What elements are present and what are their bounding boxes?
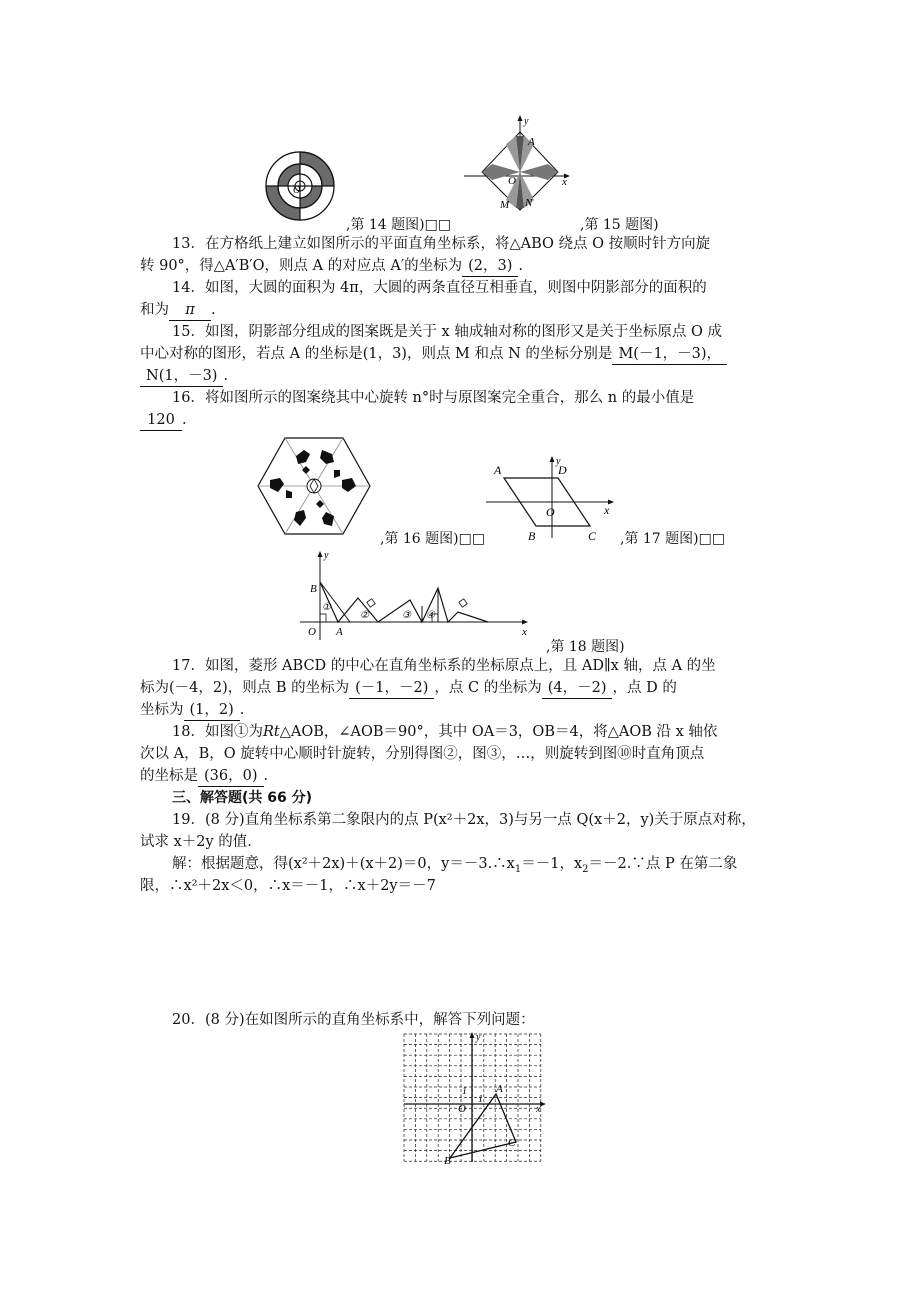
q15-line1: 15．如图，阴影部分组成的图案既是关于 x 轴成轴对称的图形又是关于坐标原点 O 成 — [172, 324, 722, 340]
fig18-circled-3: ③ — [402, 610, 411, 621]
q18-line2: 次以 A，B，O 旋转中心顺时针旋转，分别得图②，图③，…，则旋转到图⑩时直角顶点 — [140, 746, 705, 762]
fig14-label-o: O — [293, 185, 301, 196]
fig18-label-y: y — [324, 550, 329, 561]
q19-line2: 试求 x＋2y 的值． — [140, 834, 262, 850]
fig20-label-a: A — [496, 1083, 503, 1095]
q17-text-b: ，点 C 的坐标为 — [434, 680, 542, 696]
fig17-label-y: y — [556, 456, 561, 467]
fig18-circled-1: ① — [322, 602, 331, 613]
q17-text-c: ，点 D 的 — [612, 680, 677, 696]
q15-end: . — [223, 368, 229, 384]
fig14-caption: ,第 14 题图)□□ — [346, 217, 452, 233]
q17-answer-d: (1，2) — [184, 700, 240, 721]
q13-text: 转 90°，得△A′B′O，则点 A 的对应点 A′的坐标为 — [140, 258, 463, 274]
fig20-label-o: O — [458, 1103, 466, 1115]
fig16-center — [307, 479, 321, 493]
fig18-circled-2: ② — [360, 610, 369, 621]
fig18-label-a: A — [336, 626, 343, 638]
q15-answer-m: M(－1，－3)， — [612, 344, 727, 365]
fig15-label-o: O — [508, 175, 516, 187]
q20-line1: 20．(8 分)在如图所示的直角坐标系中，解答下列问题： — [172, 1012, 535, 1028]
q16-line2 — [140, 410, 187, 431]
q15-line3 — [140, 366, 228, 387]
fig15-label-y: y — [524, 116, 529, 127]
q15-line2 — [140, 344, 727, 365]
fig17-label-o: O — [546, 505, 555, 519]
q18-answer: (36，0) — [198, 766, 264, 787]
figure-17 — [486, 454, 616, 542]
q14-line1: 14．如图，大圆的面积为 4π，大圆的两条直径互相垂直，则图中阴影部分的面积的 — [172, 280, 707, 296]
q17-line3 — [140, 700, 244, 721]
fig15-tri-left — [482, 164, 520, 172]
q17-end: . — [239, 702, 245, 718]
q18-line1 — [172, 722, 717, 742]
q13-line2 — [140, 256, 523, 277]
fig20-label-b: B — [444, 1155, 451, 1166]
q16-answer: 120 — [140, 410, 182, 431]
q13-answer: (2，3) — [462, 256, 518, 277]
q13-line1: 13．在方格纸上建立如图所示的平面直角坐标系，将△ABO 绕点 O 按顺时针方向旋 — [172, 236, 711, 252]
figure-20 — [400, 1030, 550, 1166]
q18-text-a: 18．如图①为 — [172, 724, 263, 740]
q18-text-b: △AOB，∠AOB＝90°，其中 OA＝3，OB＝4，将△AOB 沿 x 轴依 — [279, 724, 718, 740]
q14-end: . — [211, 302, 216, 318]
fig20-label-x: x — [536, 1104, 541, 1115]
fig20-label-one-a: 1 — [462, 1086, 467, 1097]
fig18-label-b: B — [310, 583, 317, 595]
q15-text: 中心对称的图形，若点 A 的坐标是(1，3)，则点 M 和点 N 的坐标分别是 — [140, 346, 613, 362]
fig17-label-c: C — [588, 529, 597, 542]
q17-line2 — [140, 678, 677, 699]
figure-16 — [256, 436, 372, 540]
fig17-label-a: A — [494, 463, 502, 477]
q14-text: 和为 — [140, 302, 169, 318]
fig17-label-b: B — [528, 529, 536, 542]
fig18-caption: ,第 18 题图) — [546, 639, 625, 655]
q17-text-a: 标为(－4，2)，则点 B 的坐标为 — [140, 680, 350, 696]
fig15-label-x: x — [562, 176, 567, 188]
fig20-label-y: y — [476, 1032, 481, 1043]
figure-15 — [462, 112, 574, 212]
fig20-label-one-b: 1 — [478, 1094, 483, 1105]
q15-answer-n: N(1，－3) — [140, 366, 223, 387]
q13-end: . — [518, 258, 523, 274]
q16-end: . — [182, 412, 187, 428]
q17-text-d: 坐标为 — [140, 702, 184, 718]
q19-sub-2: 2 — [582, 863, 589, 875]
q14-line2 — [140, 300, 216, 321]
fig16-caption: ,第 16 题图)□□ — [380, 531, 486, 547]
fig20-label-c: C — [508, 1137, 516, 1149]
fig18-label-x: x — [522, 626, 527, 638]
q17-answer-c: (4，－2) — [542, 678, 613, 699]
q18-text-c: 的坐标是 — [140, 768, 198, 784]
fig15-label-n: N — [525, 197, 533, 209]
q18-line3 — [140, 766, 268, 787]
fig15-caption: ,第 15 题图) — [580, 217, 659, 233]
q19-line4: 限，∴x²＋2x＜0，∴x＝－1，∴x＋2y＝－7 — [140, 878, 436, 894]
fig18-circled-4: ④ — [426, 610, 435, 621]
q14-answer: π — [169, 300, 211, 321]
q17-answer-b: (－1，－2) — [349, 678, 434, 699]
q19-solution-a: 解：根据题意，得(x²＋2x)＋(x＋2)＝0，y＝－3.∴x — [172, 856, 515, 872]
figure-18 — [298, 548, 534, 642]
q18-end: . — [263, 768, 269, 784]
q17-line1: 17．如图，菱形 ABCD 的中心在直角坐标系的坐标原点上，且 AD∥x 轴，点 A 的坐 — [172, 658, 716, 674]
fig15-tri-right — [520, 164, 558, 172]
fig17-caption: ,第 17 题图)□□ — [620, 531, 726, 547]
section-3-heading: 三、解答题(共 66 分) — [172, 790, 313, 806]
q19-line1: 19．(8 分)直角坐标系第二象限内的点 P(x²＋2x，3)与另一点 Q(x＋2，y)关于原点对称， — [172, 812, 756, 828]
q19-solution-b: ＝－1，x — [521, 856, 583, 872]
fig17-label-x: x — [604, 503, 610, 517]
fig17-label-d: D — [558, 463, 567, 477]
figure-14 — [262, 148, 342, 228]
q19-solution-c: ＝－2.∵点 P 在第二象 — [588, 856, 738, 872]
q18-rt: Rt — [262, 724, 280, 740]
fig15-label-m: M — [500, 199, 510, 211]
q16-line1: 16．将如图所示的图案绕其中心旋转 n°时与原图案完全重合，那么 n 的最小值是 — [172, 390, 695, 406]
q19-sub-1: 1 — [514, 863, 522, 875]
fig18-label-o: O — [308, 626, 316, 638]
fig15-label-a: A — [528, 136, 535, 148]
